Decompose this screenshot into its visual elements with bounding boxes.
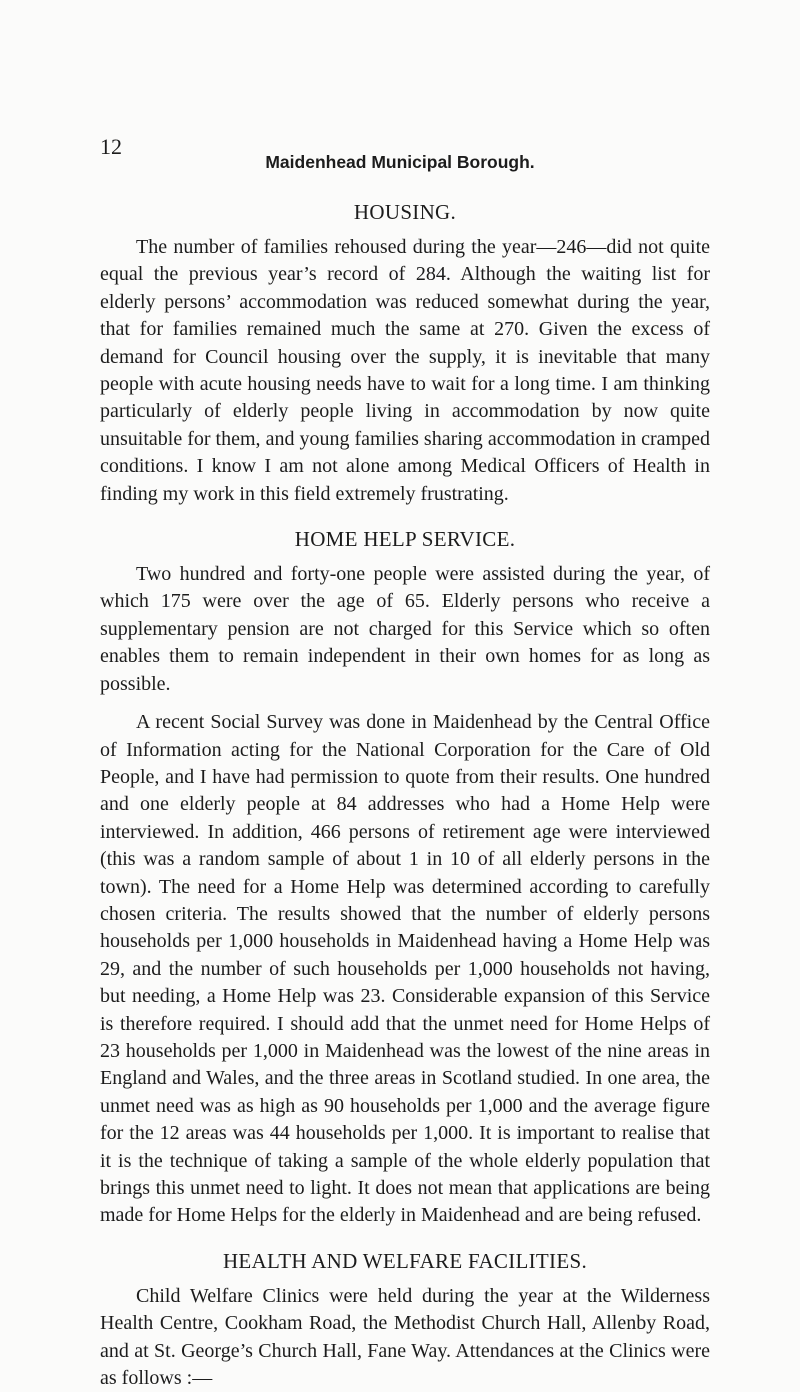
- section-home-help-service: [100, 525, 710, 1230]
- section-heading-health-welfare-facilities: HEALTH AND WELFARE FACILITIES.: [222, 1248, 588, 1273]
- section-heading-housing: HOUSING.: [353, 200, 457, 224]
- page-number: 12: [100, 134, 122, 159]
- section-heading-home-help-service: HOME HELP SERVICE.: [294, 527, 516, 552]
- paragraph-housing-1: The number of families rehoused during the year—246—did not quite equal the previous year’s record of 284. Although the waiting list for elderly persons’ accommodation was reduced somewhat during the year, that for families remained much the same at 270. Given the excess of demand for Council housing over the supply, it is inevitable that many people with acute housing needs have to wait for a long time. I am thinking particularly of elderly people living in accommodation by now quite unsuitable for them, and young families sharing accommodation in cramped conditions. I know I am not alone among Medical Officers of Health in finding my work in this field extremely frustrating.: [100, 236, 710, 505]
- paragraph-home-help-1: Two hundred and forty-one people were assisted during the year, of which 175 were over the age of 65. Elderly persons who receive a supplementary pension are not charged for this Service which so often enables them to remain independent in their own homes for as long as possible.: [100, 563, 710, 695]
- paragraph-home-help-2: A recent Social Survey was done in Maidenhead by the Central Office of Information acting for the National Corporation for the Care of Old People, and I have had permission to quote from their results. One hundred and one elderly people at 84 addresses who had a Home Help were interviewed. In addition, 466 persons of retirement age were interviewed (this was a random sample of about 1 in 10 of all elderly persons in the town). The need for a Home Help was determined according to carefully chosen criteria. The results showed that the number of elderly persons households per 1,000 households in Maidenhead having a Home Help was 29, and the number of such households per 1,000 households not having, but needing, a Home Help was 23. Considerable expansion of this Service is therefore required. I should add that the unmet need for Home Helps of 23 households per 1,000 in Maidenhead was the lowest of the nine areas in England and Wales, and the three areas in Scotland studied. In one area, the unmet need was as high as 90 households per 1,000 and the average figure for the 12 areas was 44 households per 1,000. It is important to realise that it is the technique of taking a sample of the whole elderly population that brings this unmet need to light. It does not mean that applications are being made for Home Helps for the elderly in Maidenhead and are being refused.: [100, 711, 710, 1227]
- section-health-welfare-facilities: [100, 1247, 710, 1392]
- section-housing: [100, 198, 710, 508]
- running-head: Maidenhead Municipal Borough.: [265, 152, 535, 172]
- page-body: [100, 198, 710, 1392]
- paragraph-health-welfare-1: Child Welfare Clinics were held during the year at the Wilderness Health Centre, Cookham Road, the Methodist Church Hall, Allenby Road, and at St. George’s Church Hall, Fane Way. Attendances at the Clinics were as follows :—: [100, 1284, 710, 1390]
